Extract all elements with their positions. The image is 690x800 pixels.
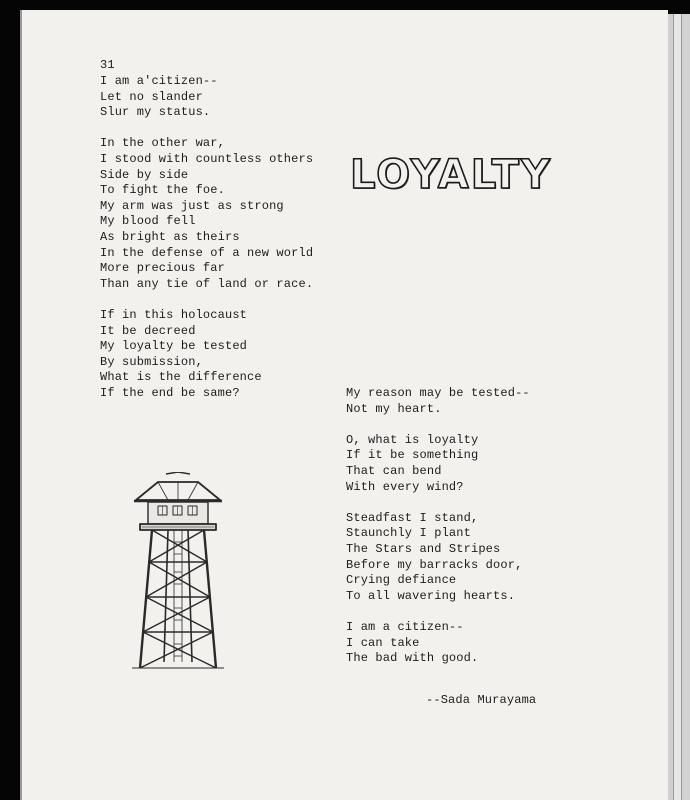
document-page: [20, 10, 668, 800]
author-signature: --Sada Murayama: [426, 693, 537, 707]
watchtower-icon: [128, 472, 228, 677]
page-edge: [681, 14, 690, 800]
page-number: 31: [100, 58, 115, 72]
poem-title: LOYALTY: [350, 152, 552, 198]
poem-left-column: I am a'citizen-- Let no slander Slur my status. In the other war, I stood with countless others Side by side To fight the foe. My arm was just as strong My blood fell As bright as theirs In the defense of a new world More precious far Than any tie of land or race. If in this holocaust It be decreed My loyalty be tested By submission, What is the difference If the end be same?: [100, 74, 314, 400]
poem-right-column: My reason may be tested-- Not my heart. O, what is loyalty If it be something That can bend With every wind? Steadfast I stand, Staunchly I plant The Stars and Stripes Before my barracks door, Crying defiance To all wavering hearts. I am a citizen-- I can take The bad with good.: [346, 386, 530, 666]
